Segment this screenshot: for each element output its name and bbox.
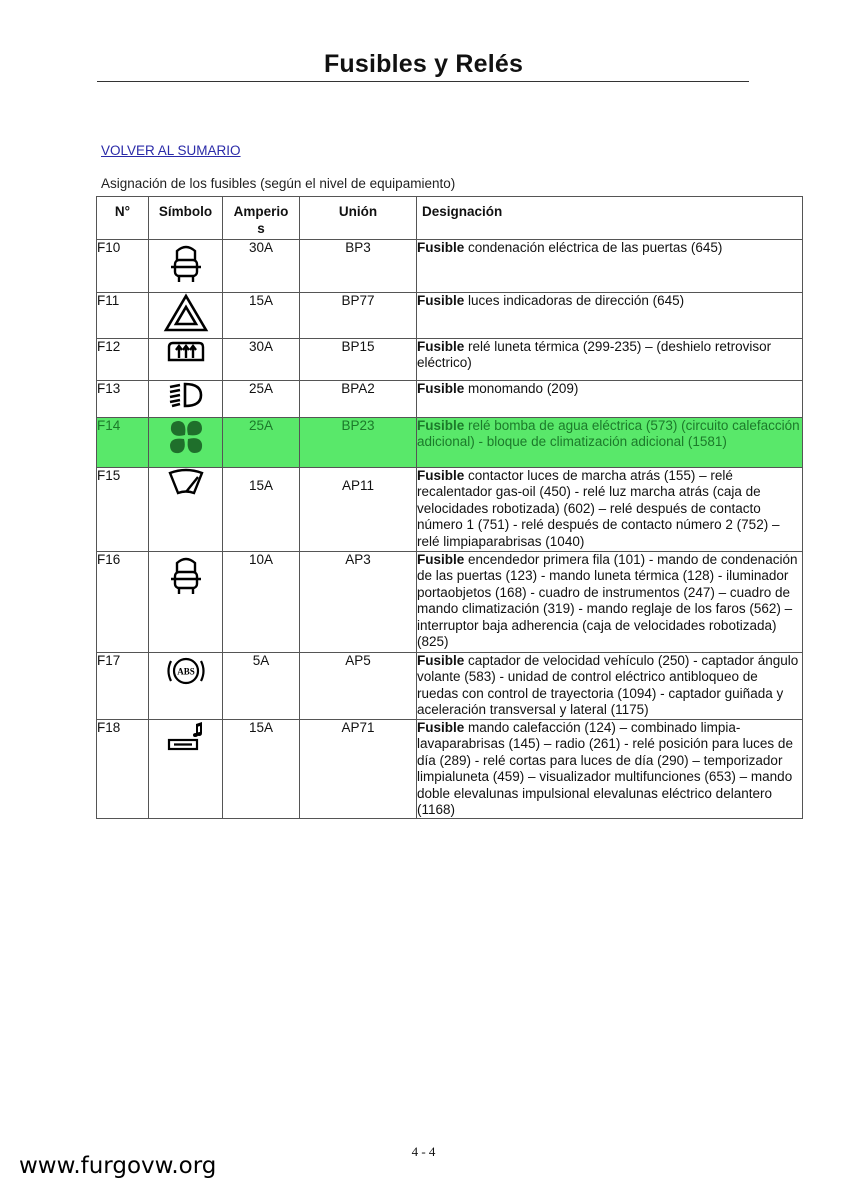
amperes-cell: 15A <box>223 468 300 552</box>
rear-defrost-icon <box>166 339 206 365</box>
symbol-cell <box>149 418 223 468</box>
designation-label: Fusible <box>417 381 465 396</box>
fuse-number: F18 <box>97 720 149 819</box>
radio-icon <box>166 720 206 754</box>
designation-label: Fusible <box>417 653 465 668</box>
page-title: Fusibles y Relés <box>323 50 524 78</box>
symbol-cell <box>149 293 223 339</box>
amperes-cell: 25A <box>223 381 300 418</box>
header-number: N° <box>97 197 149 240</box>
table-row <box>97 339 803 381</box>
union-cell: BPA2 <box>300 381 417 418</box>
designation-cell <box>417 381 803 418</box>
symbol-cell <box>149 468 223 552</box>
back-to-summary-link[interactable]: VOLVER AL SUMARIO <box>101 143 241 158</box>
amperes-cell: 15A <box>223 720 300 819</box>
symbol-cell <box>149 552 223 653</box>
designation-cell <box>417 653 803 720</box>
door-lock-icon <box>169 240 203 284</box>
page-number: 4 - 4 <box>411 1144 436 1159</box>
fuse-number: F14 <box>97 418 149 468</box>
fuse-number: F13 <box>97 381 149 418</box>
symbol-cell <box>149 240 223 293</box>
header-union: Unión <box>300 197 417 240</box>
union-cell: BP23 <box>300 418 417 468</box>
headlight-icon <box>167 381 205 409</box>
header-amperes <box>223 197 300 240</box>
designation-label: Fusible <box>417 468 465 483</box>
fuse-number: F17 <box>97 653 149 720</box>
designation-text: relé luneta térmica (299-235) – (deshielo retrovisor eléctrico) <box>417 339 772 371</box>
title-rule <box>97 81 749 82</box>
fuse-number: F12 <box>97 339 149 381</box>
wiper-icon <box>167 468 205 498</box>
designation-label: Fusible <box>417 240 465 255</box>
designation-label: Fusible <box>417 293 465 308</box>
designation-text: captador de velocidad vehículo (250) - captador ángulo volante (583) - unidad de control eléctrico antibloqueo de ruedas con control de trayectoria (1094) - captador guiñada y aceleración transversal y lateral (1175) <box>417 653 799 718</box>
designation-cell <box>417 720 803 819</box>
designation-cell <box>417 552 803 653</box>
table-row <box>97 240 803 293</box>
fuse-number: F16 <box>97 552 149 653</box>
designation-cell <box>417 468 803 552</box>
fuse-number: F15 <box>97 468 149 552</box>
header-amperes-line1: Amperio <box>233 204 289 219</box>
designation-cell <box>417 240 803 293</box>
designation-label: Fusible <box>417 339 465 354</box>
designation-text: relé bomba de agua eléctrica (573) (circuito calefacción adicional) - bloque de climatización adicional (1581) <box>417 418 800 450</box>
amperes-cell: 30A <box>223 339 300 381</box>
table-row <box>97 381 803 418</box>
amperes-cell: 15A <box>223 293 300 339</box>
amperes-cell: 30A <box>223 240 300 293</box>
designation-label: Fusible <box>417 418 465 433</box>
abs-icon <box>164 653 208 689</box>
designation-cell <box>417 418 803 468</box>
amperes-cell: 5A <box>223 653 300 720</box>
designation-label: Fusible <box>417 720 465 735</box>
union-cell: BP15 <box>300 339 417 381</box>
amperes-cell: 25A <box>223 418 300 468</box>
designation-text: encendedor primera fila (101) - mando de condenación de las puertas (123) - mando luneta térmica (128) - iluminador portaobjetos (168) - cuadro de instrumentos (247) – cuadro de mando climatización (319) - mando reglaje de los faros (562) – interruptor baja adherencia (caja de velocidades robotizada) (825) <box>417 552 798 650</box>
table-caption: Asignación de los fusibles (según el nivel de equipamiento) <box>101 176 456 191</box>
watermark: www.furgovw.org <box>19 1153 217 1179</box>
table-row <box>97 653 803 720</box>
fuse-number: F11 <box>97 293 149 339</box>
union-cell: AP71 <box>300 720 417 819</box>
designation-text: luces indicadoras de dirección (645) <box>464 293 685 308</box>
svg-text:ABS: ABS <box>176 666 195 677</box>
fan-icon <box>167 418 205 456</box>
union-cell: BP3 <box>300 240 417 293</box>
table-row <box>97 293 803 339</box>
designation-text: mando calefacción (124) – combinado limpia-lavaparabrisas (145) – radio (261) - relé posición para luces de día (289) - relé cortas para luces de día (290) – temporizador limpialuneta (459) – visualizador multifunciones (653) – mando doble elevalunas impulsional elevalunas eléctrico delantero (1168) <box>417 720 793 818</box>
table-header-row <box>97 197 803 240</box>
table-row-highlighted <box>97 418 803 468</box>
designation-text: contactor luces de marcha atrás (155) – relé recalentador gas-oil (450) - relé luz marcha atrás (caja de velocidades robotizada) (602) – relé después de contacto número 1 (751) - relé después de contacto número 2 (752) – relé limpiaparabrisas (1040) <box>417 468 780 549</box>
symbol-cell <box>149 720 223 819</box>
header-symbol: Símbolo <box>149 197 223 240</box>
hazard-warning-icon <box>163 293 209 333</box>
table-row <box>97 720 803 819</box>
designation-label: Fusible <box>417 552 465 567</box>
designation-text: monomando (209) <box>464 381 579 396</box>
symbol-cell <box>149 339 223 381</box>
fuse-table <box>96 196 803 819</box>
symbol-cell <box>149 381 223 418</box>
union-cell: AP11 <box>300 468 417 552</box>
amperes-cell: 10A <box>223 552 300 653</box>
table-row <box>97 552 803 653</box>
door-lock-icon <box>169 552 203 596</box>
union-cell: AP5 <box>300 653 417 720</box>
designation-cell <box>417 293 803 339</box>
fuse-number: F10 <box>97 240 149 293</box>
header-amperes-line2: s <box>257 221 265 236</box>
union-cell: AP3 <box>300 552 417 653</box>
symbol-cell <box>149 653 223 720</box>
designation-cell <box>417 339 803 381</box>
header-designation: Designación <box>417 197 803 240</box>
union-cell: BP77 <box>300 293 417 339</box>
designation-text: condenación eléctrica de las puertas (645) <box>464 240 723 255</box>
table-row <box>97 468 803 552</box>
